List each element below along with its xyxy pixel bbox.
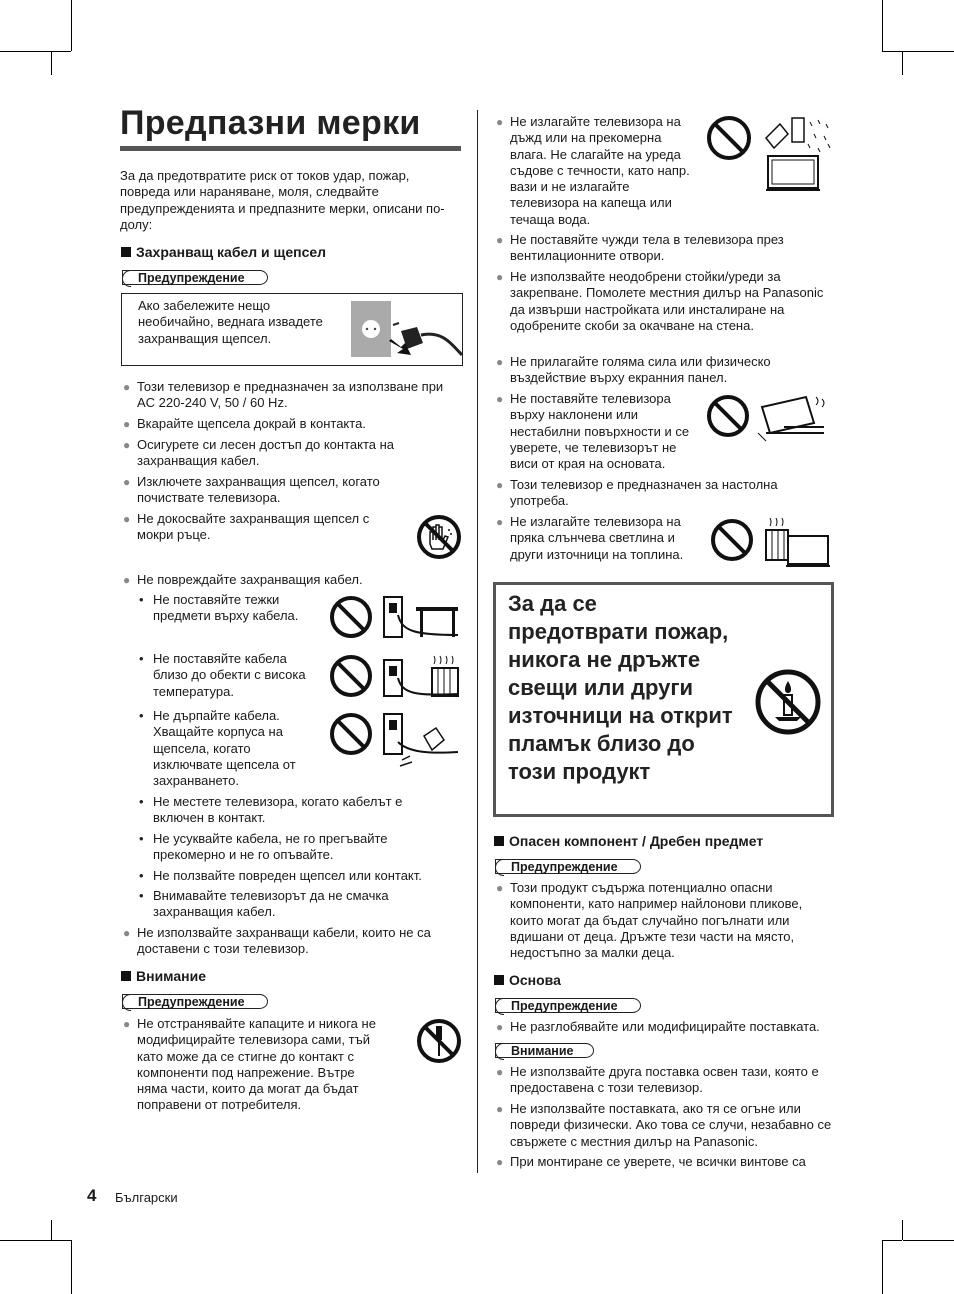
list-item <box>123 379 459 412</box>
section-heading-text: Захранващ кабел и щепсел <box>136 244 327 260</box>
bullet-icon: ● <box>496 1065 504 1079</box>
page-number: 4 <box>87 1186 97 1205</box>
warning-tag: Предупреждение <box>495 859 641 874</box>
list-item <box>496 1064 835 1097</box>
crop-mark <box>903 1240 954 1241</box>
crop-mark <box>51 1240 71 1241</box>
list-item-text: Този телевизор е предназначен за използване при AC 220-240 V, 50 / 60 Hz. <box>137 379 444 411</box>
bullet-icon: ● <box>123 512 131 526</box>
section-heading-power <box>121 244 326 260</box>
list-item <box>496 232 830 265</box>
list-item-text: Не излагайте телевизора на пряка слънчева светлина и други източници на топлина. <box>510 514 684 562</box>
cable-item: • Не местете телевизора, когато кабелът е включен в контакт. <box>139 794 403 826</box>
list-item-text: Внимавайте телевизорът да не смачка захранващия кабел. <box>153 888 389 920</box>
list-item-text: Този продукт съдържа потенциално опасни компоненти, като например найлонови пликове, които могат да бъдат случайно погълнати или вдишани от деца. Дръжте тези части на място, недостъпно за малки деца. <box>510 880 803 961</box>
crop-mark <box>882 1240 883 1294</box>
list-item-text: Не отстранявайте капаците и никога не модифицирайте телевизора сами, тъй като може да се стигне до контакт с компоненти под напрежение. Вътре няма части, които да могат да бъдат поправени от потребителя. <box>137 1016 376 1113</box>
bullet-icon: ● <box>496 1155 504 1169</box>
section-heading-text: Внимание <box>136 968 206 984</box>
square-bullet-icon <box>121 971 131 981</box>
no-water-icon <box>706 114 834 194</box>
no-heat-source-icon <box>328 654 460 700</box>
bullet-icon: ● <box>123 1017 131 1031</box>
crop-mark <box>71 0 72 51</box>
bullet-icon: ● <box>123 475 131 489</box>
list-item <box>123 1016 387 1114</box>
intro-text: За да предотвратите риск от токов удар, пожар, повреда или нараняване, моля, следвайте предупрежденията и предпазните мерки, описани по-долу: <box>120 168 445 232</box>
bullet-icon: ● <box>123 926 131 940</box>
no-disassembly-icon <box>416 1018 462 1064</box>
list-item-text: Осигурете си лесен достъп до контакта на захранващия кабел. <box>137 437 395 469</box>
list-item-text: Не усуквайте кабела, не го прегъвайте прекомерно и не го опъвайте. <box>153 831 388 863</box>
bullet-icon: ● <box>496 392 504 406</box>
bullet-icon: ● <box>123 573 131 587</box>
list-item-text: Не прилагайте голяма сила или физическо въздействие върху екранния панел. <box>510 354 771 386</box>
bullet-icon: ● <box>123 417 131 431</box>
list-item <box>496 477 810 510</box>
list-item <box>123 572 437 588</box>
no-wet-hands-icon <box>416 514 462 560</box>
list-item-text: Не поставяйте тежки предмети върху кабела. <box>153 592 299 624</box>
list-item <box>496 880 830 961</box>
list-item <box>123 437 437 470</box>
warning-tag: Предупреждение <box>122 270 268 285</box>
cable-item: • Не дърпайте кабела. Хващайте корпуса на щепсела, когато изключвате щепсела от захранването. <box>139 708 296 789</box>
bullet-icon: ● <box>496 478 504 492</box>
crop-mark <box>51 1220 52 1240</box>
crop-mark <box>882 51 902 52</box>
cable-item: • Не поставяйте тежки предмети върху кабела. <box>139 592 299 624</box>
unplug-icon <box>351 301 463 359</box>
crop-mark <box>882 1240 902 1241</box>
list-item-text: Не излагайте телевизора на дъжд или на прекомерна влага. Не слагайте на уреда съдове с течности, като напр. вази и не излагайте телевизора на капеща или течаща вода. <box>510 114 690 227</box>
list-item-text: Не поставяйте чужди тела в телевизора през вентилационните отвори. <box>510 232 784 264</box>
crop-mark <box>51 51 71 52</box>
list-item-text: Този телевизор е предназначен за настолна употреба. <box>510 477 778 509</box>
section-heading-caution <box>121 968 206 984</box>
list-item <box>123 511 397 544</box>
list-item <box>496 1101 835 1150</box>
crop-mark <box>902 51 903 75</box>
square-bullet-icon <box>494 836 504 846</box>
no-unstable-surface-icon <box>706 393 830 445</box>
list-item <box>123 416 459 432</box>
title-underline <box>120 146 461 151</box>
no-heavy-objects-icon <box>328 595 460 641</box>
list-item <box>496 391 700 472</box>
list-item-text: Не местете телевизора, когато кабелът е включен в контакт. <box>153 794 403 826</box>
list-item-text: Вкарайте щепсела докрай в контакта. <box>137 416 366 431</box>
page-title: Предпазни мерки <box>120 104 421 142</box>
list-item-text: При монтиране се уверете, че всички винтове са <box>510 1154 806 1169</box>
bullet-icon: ● <box>496 515 504 529</box>
bullet-icon: ● <box>496 355 504 369</box>
list-item-text: Не поставяйте кабела близо до обекти с висока температура. <box>153 651 306 699</box>
caution-tag: Внимание <box>495 1043 594 1058</box>
list-item-text: Не дърпайте кабела. Хващайте корпуса на щепсела, когато изключвате щепсела от захранването. <box>153 708 296 789</box>
fire-warning-text: За да се предотврати пожар, никога не дръжте свещи или други източници на открит пламък близо до този продукт <box>508 591 733 784</box>
square-bullet-icon <box>494 975 504 985</box>
crop-mark <box>902 1220 903 1240</box>
list-item-text: Не разглобявайте или модифицирайте поставката. <box>510 1019 820 1034</box>
crop-mark <box>882 0 883 51</box>
list-item <box>496 114 695 228</box>
list-item <box>496 1154 835 1170</box>
bullet-icon: ● <box>496 115 504 129</box>
list-item-text: Не повреждайте захранващия кабел. <box>137 572 363 587</box>
list-item <box>123 474 437 507</box>
bullet-icon: ● <box>496 1102 504 1116</box>
no-pull-cable-icon <box>328 712 460 770</box>
list-item-text: Не ползвайте повреден щепсел или контакт. <box>153 868 422 883</box>
list-item-text: Не използвайте друга поставка освен тази, която е предоставена с този телевизор. <box>510 1064 819 1096</box>
cable-item: • Не усуквайте кабела, не го прегъвайте прекомерно и не го опъвайте. <box>139 831 388 863</box>
no-sunlight-heat-icon <box>710 516 834 568</box>
square-bullet-icon <box>121 247 131 257</box>
footer-language: Български <box>115 1190 178 1205</box>
warning-tag: Предупреждение <box>122 994 268 1009</box>
section-heading-text: Опасен компонент / Дребен предмет <box>509 833 764 849</box>
list-item-text: Не използвайте неодобрени стойки/уреди за закрепване. Помолете местния дилър на Panasonic да извърши настройката или инсталиране на одобрените скоби за окачване на стена. <box>510 269 824 333</box>
fire-warning-box <box>493 582 834 817</box>
section-heading-text: Основа <box>509 972 561 988</box>
bullet-icon: ● <box>123 380 131 394</box>
section-heading-small-parts <box>494 833 763 849</box>
list-item <box>496 514 705 563</box>
section-heading-stand <box>494 972 561 988</box>
list-item <box>496 1019 840 1035</box>
bullet-icon: ● <box>496 270 504 284</box>
list-item <box>123 925 459 958</box>
warning-tag: Предупреждение <box>495 998 641 1013</box>
cable-item: • Не поставяйте кабела близо до обекти с висока температура. <box>139 651 306 699</box>
list-item <box>496 354 810 387</box>
crop-mark <box>51 51 52 75</box>
bullet-icon: ● <box>123 438 131 452</box>
list-item-text: Не докосвайте захранващия щепсел с мокри ръце. <box>137 511 370 543</box>
power-box-text: Ако забележите нещо необичайно, веднага извадете захранващия щепсел. <box>138 298 323 346</box>
bullet-icon: ● <box>496 233 504 247</box>
bullet-icon: ● <box>496 881 504 895</box>
bullet-icon: ● <box>496 1020 504 1034</box>
power-warning-box <box>121 293 463 366</box>
list-item-text: Не използвайте поставката, ако тя се огъне или повреди физически. Ако това се случи, незабавно се свържете с местния дилър на Panasonic. <box>510 1101 832 1149</box>
crop-mark <box>0 1240 51 1241</box>
crop-mark <box>903 51 954 52</box>
column-divider <box>477 110 478 1173</box>
list-item-text: Изключете захранващия щепсел, когато почиствате телевизора. <box>137 474 380 506</box>
crop-mark <box>71 1240 72 1294</box>
list-item <box>496 269 830 334</box>
cable-item: • Не ползвайте повреден щепсел или контакт. <box>139 868 422 883</box>
list-item-text: Не използвайте захранващи кабели, които не са доставени с този телевизор. <box>137 925 431 957</box>
crop-mark <box>0 51 51 52</box>
cable-item: • Внимавайте телевизорът да не смачка захранващия кабел. <box>139 888 389 920</box>
list-item-text: Не поставяйте телевизора върху наклонени или нестабилни повърхности и се уверете, че телевизорът не виси от края на основата. <box>510 391 690 472</box>
no-candle-icon <box>753 667 823 737</box>
